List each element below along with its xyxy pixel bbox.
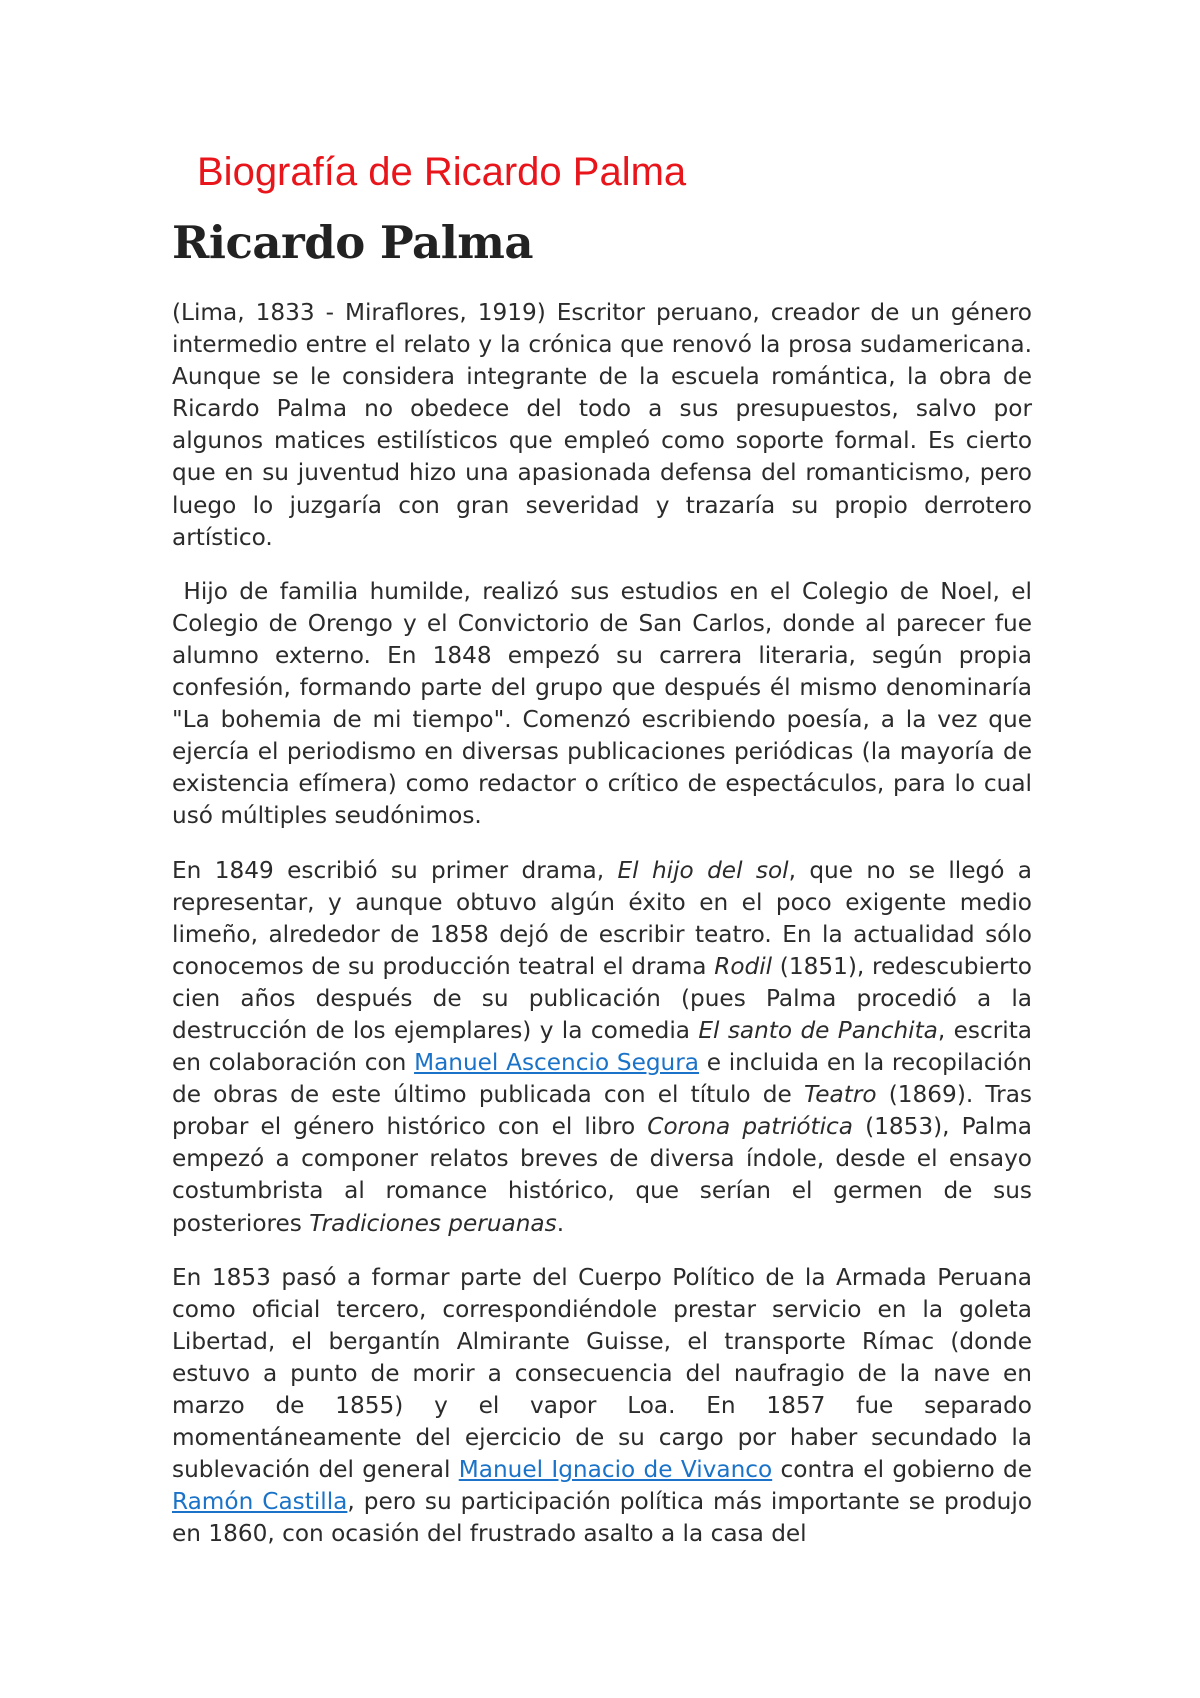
work-title: Tradiciones peruanas <box>309 1209 557 1237</box>
text-span: , escrita en colaboración con <box>172 1016 1033 1077</box>
link-manuel-ascencio-segura[interactable]: Manuel Ascencio Segura <box>414 1049 699 1077</box>
paragraph-3 <box>172 855 1032 1240</box>
work-title: Corona patriótica <box>647 1113 854 1141</box>
document-body <box>172 297 1033 1548</box>
paragraph-1: (Lima, 1833 - Miraflores, 1919) Escritor peruano, creador de un género intermedio entre el relato y la crónica que renovó la prosa sudamericana. Aunque se le considera integrante de la escuela romántica, la obra de Ricardo Palma no obedece del todo a sus presupuestos, salvo por algunos matices estilísticos que empleó como soporte formal. Es cierto que en su juventud hizo una apasionada defensa del romanticismo, pero luego lo juzgaría con gran severidad y trazaría su propio derrotero artístico. <box>172 299 1032 551</box>
page-heading: Ricardo Palma <box>172 216 534 269</box>
work-title: Rodil <box>714 952 773 980</box>
text-span: En 1849 escribió su primer drama, <box>172 856 618 884</box>
text-span: (1851), redescubierto cien años después de su publicación (pues Palma procedió a la destrucción de los ejemplares) y la comedia <box>172 952 1032 1044</box>
paragraph-4 <box>172 1262 1032 1548</box>
text-span: e incluida en la recopilación de obras de este último publicada con el título de <box>172 1049 1032 1109</box>
text-span: . <box>556 1209 565 1237</box>
text-span: En 1853 pasó a formar parte del Cuerpo Político de la Armada Peruana como oficial tercero, correspondiéndole prestar servicio en la goleta Libertad, el bergantín Almirante Guisse, el transporte Rímac (donde estuvo a punto de morir a consecuencia del naufragio de la nave en marzo de 1855) y el vapor Loa. En 1857 fue separado momentáneamente del ejercicio de su cargo por haber secundado la sublevación del general <box>172 1263 1032 1484</box>
text-span: (1869). Tras probar el género histórico con el libro <box>172 1081 1033 1141</box>
text-span: , que no se llegó a representar, y aunque obtuvo algún éxito en el poco exigente medio limeño, alrededor de 1858 dejó de escribir teatro. En la actualidad sólo conocemos de su producción teatral el drama <box>172 856 1032 980</box>
work-title: Teatro <box>803 1081 877 1109</box>
text-span: , pero su participación política más importante se produjo en 1860, con ocasión del frustrado asalto a la casa del <box>172 1488 1032 1548</box>
document-title: Biografía de Ricardo Palma <box>197 150 687 194</box>
work-title: El santo de Panchita <box>698 1016 938 1044</box>
text-span: contra el gobierno de <box>772 1456 1032 1484</box>
link-manuel-ignacio-de-vivanco[interactable]: Manuel Ignacio de Vivanco <box>458 1456 773 1484</box>
work-title: El hijo del sol <box>617 856 789 884</box>
link-ramon-castilla[interactable]: Ramón Castilla <box>172 1488 348 1516</box>
paragraph-2: Hijo de familia humilde, realizó sus estudios en el Colegio de Noel, el Colegio de Orengo y el Convictorio de San Carlos, donde al parecer fue alumno externo. En 1848 empezó su carrera literaria, según propia confesión, formando parte del grupo que después él mismo denominaría "La bohemia de mi tiempo". Comenzó escribiendo poesía, a la vez que ejercía el periodismo en diversas publicaciones periódicas (la mayoría de existencia efímera) como redactor o crítico de espectáculos, para lo cual usó múltiples seudónimos. <box>172 577 1032 830</box>
text-span: (1853), Palma empezó a componer relatos breves de diversa índole, desde el ensayo costumbrista al romance histórico, que serían el germen de sus posteriores <box>172 1113 1033 1237</box>
